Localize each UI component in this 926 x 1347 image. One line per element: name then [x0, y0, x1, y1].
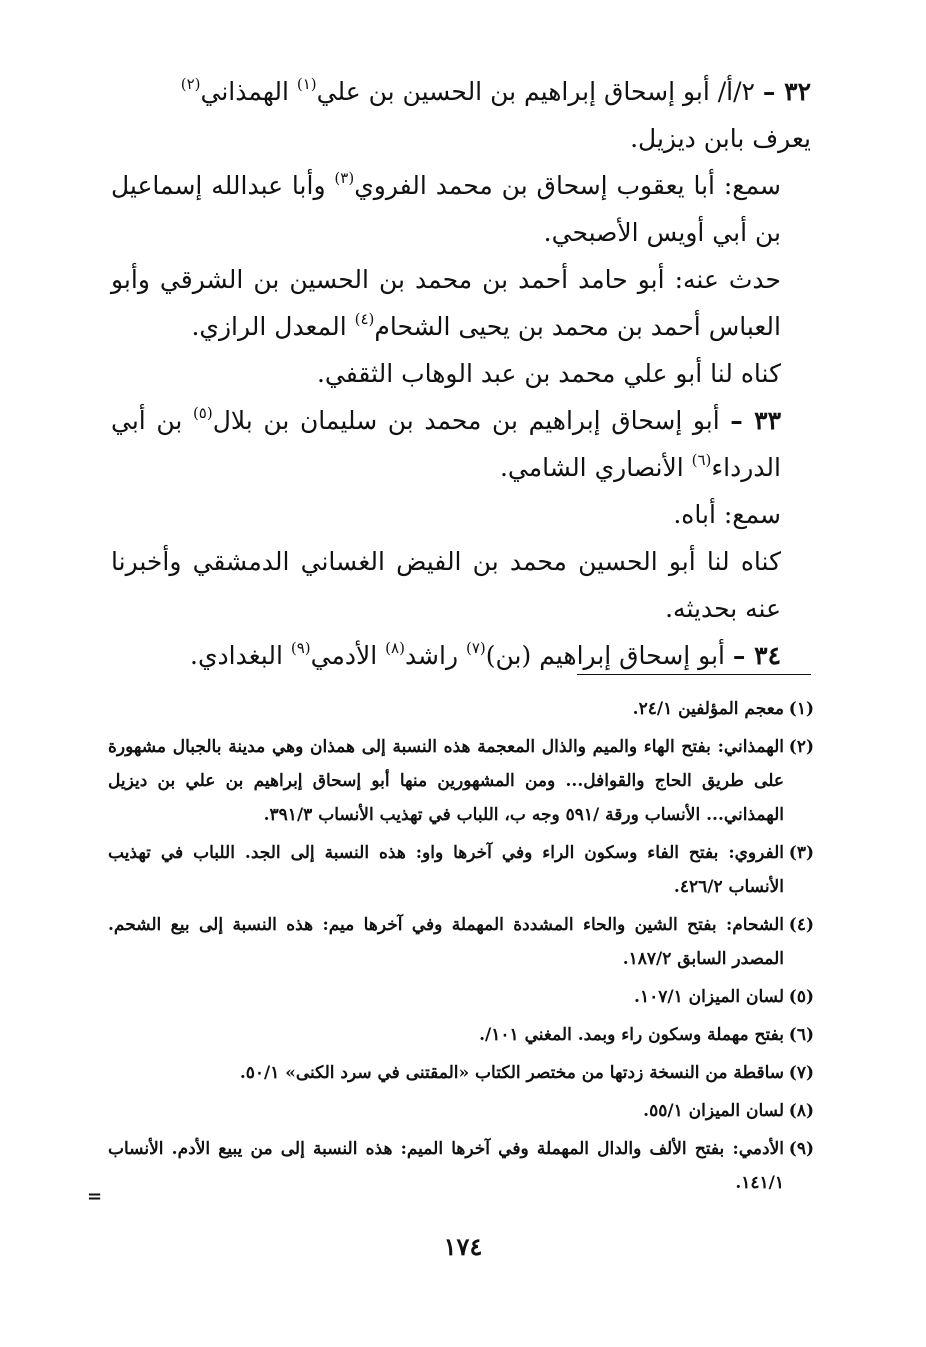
footnote-ref: (١): [296, 74, 317, 93]
entry-34: ٣٤ – أبو إسحاق إبراهيم (بن)$^{(٧)}$ راشد$^{(٨)}$ الأدمي$^{(٩)}$ البغدادي.: [190, 638, 781, 670]
footnote-ref: (٩): [290, 638, 311, 657]
main-text: [111, 68, 811, 679]
entry-32-line2: يعرف بابن ديزيل.: [630, 124, 811, 153]
paragraph-haddath: حدث عنه: أبو حامد أحمد بن محمد بن الحسين بن الشرقي وأبو العباس أحمد بن محمد بن يحيى الشحام$^{(٤)}$ المعدل الرازي.: [111, 265, 781, 341]
footnotes: [108, 692, 814, 1204]
paragraph-sami-2: سمع: أباه.: [673, 500, 781, 529]
footnote-ref: (٧): [465, 638, 486, 657]
paragraph-kunah-2: كناه لنا أبو الحسين محمد بن الفيض الغساني الدمشقي وأخبرنا عنه بحديثه.: [111, 547, 781, 623]
footnote: (٥) لسان الميزان ١٠٧/١.: [634, 987, 814, 1007]
footnote: (٢) الهمذاني: بفتح الهاء والميم والذال المعجمة هذه النسبة إلى همذان وهي مدينة بالجبال مشهورة على طريق الحاج والقوافل... ومن المشهورين منها أبو إسحاق إبراهيم بن علي بن ديزيل الهمذاني... الأنساب ورقة /٥٩١ وجه ب، اللباب في تهذيب الأنساب ٣٩١/٣.: [108, 737, 814, 825]
page-number: ١٧٤: [443, 1232, 483, 1261]
continuation-mark: =: [87, 1186, 103, 1207]
footnote-separator: [577, 674, 811, 675]
paragraph-kunah-1: كناه لنا أبو علي محمد بن عبد الوهاب الثقفي.: [316, 359, 781, 388]
entry-number: ٣٣ –: [730, 406, 781, 435]
footnote: (٧) ساقطة من النسخة زدتها من مختصر الكتاب «المقتنى في سرد الكنى» ٥٠/١.: [239, 1063, 814, 1083]
footnote: (٦) بفتح مهملة وسكون راء وبمد. المغني ١٠١/.: [479, 1025, 814, 1045]
footnote-ref: (٤): [354, 309, 375, 328]
footnote: (٣) الفروي: بفتح الفاء وسكون الراء وفي آخرها واو: هذه النسبة إلى الجد. اللباب في تهذيب الأنساب ٤٢٦/٢.: [108, 843, 814, 897]
footnote-ref: (٨): [385, 638, 405, 657]
footnote: (٩) الأدمي: بفتح الألف والدال المهملة وفي آخرها الميم: هذه النسبة إلى من يبيع الأدم. الأنساب ١٤١/١.: [108, 1139, 814, 1193]
footnote-ref: (٦): [691, 450, 712, 469]
entry-32: ٣٢ – ٢/أ/ أبو إسحاق إبراهيم بن الحسين بن علي$^{(١)}$ الهمذاني$^{(٢)}$: [180, 74, 811, 106]
footnote: (١) معجم المؤلفين ٢٤/١.: [632, 699, 814, 719]
footnote: (٤) الشحام: بفتح الشين والحاء المشددة المهملة وفي آخرها ميم: هذه النسبة إلى بيع الشحم. المصدر السابق ١٨٧/٢.: [108, 915, 814, 969]
footnote: (٨) لسان الميزان ٥٥/١.: [643, 1101, 814, 1121]
footnote-ref: (٥): [192, 403, 213, 422]
entry-33: ٣٣ – أبو إسحاق إبراهيم بن محمد بن سليمان بن بلال$^{(٥)}$ بن أبي الدرداء$^{(٦)}$ الأنصاري الشامي.: [111, 403, 781, 482]
paragraph-sami-1: سمع: أبا يعقوب إسحاق بن محمد الفروي$^{(٣)}$ وأبا عبدالله إسماعيل بن أبي أويس الأصبحي.: [111, 168, 781, 247]
entry-number: ٣٢ –: [762, 77, 811, 106]
footnote-ref: (٣): [334, 168, 355, 187]
entry-number: ٣٤ –: [732, 641, 781, 670]
footnote-ref: (٢): [180, 74, 201, 93]
